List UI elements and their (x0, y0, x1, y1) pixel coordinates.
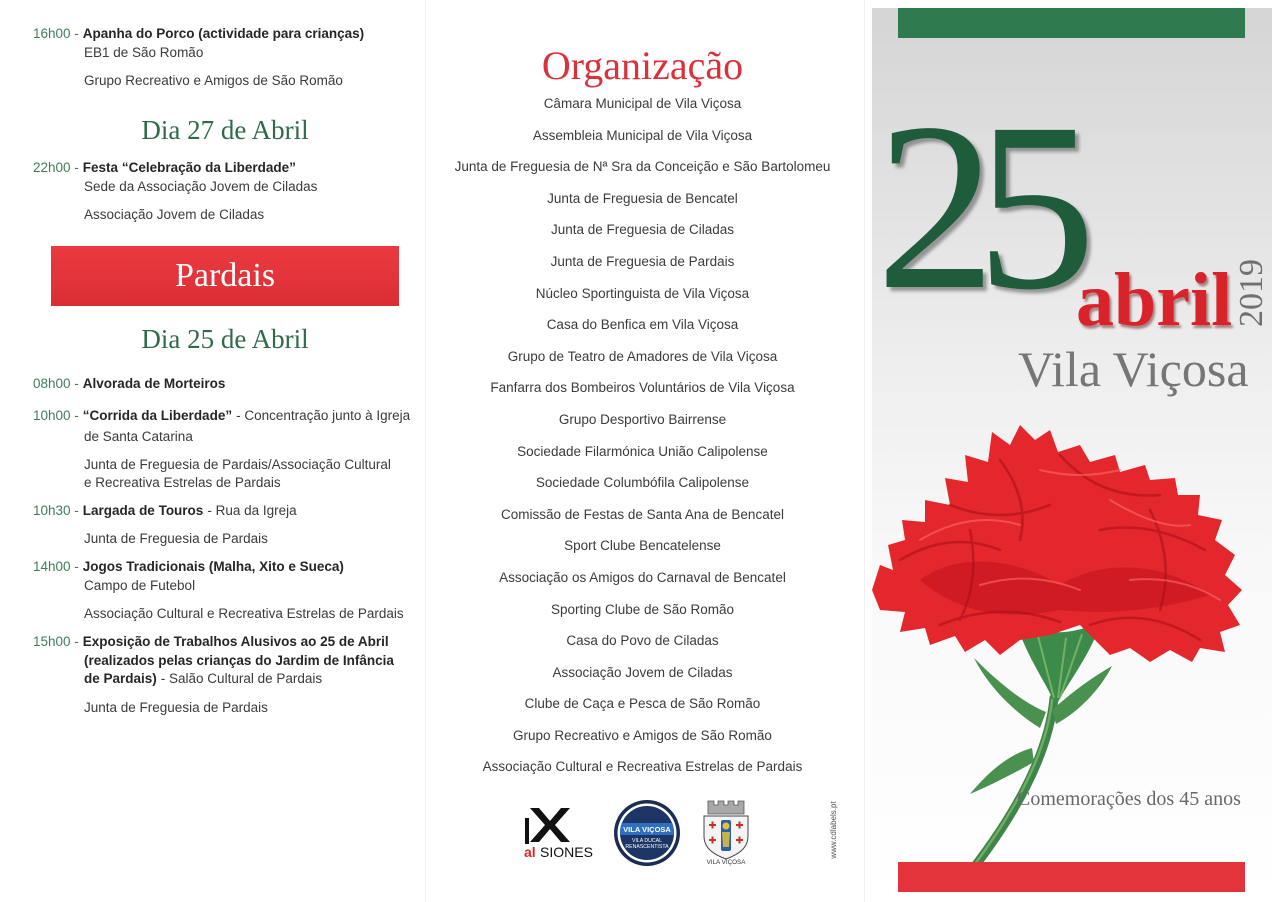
list-item: Associação Jovem de Ciladas (552, 664, 733, 680)
list-item: Fanfarra dos Bombeiros Voluntários de Vila Viçosa (490, 380, 795, 396)
list-item: Junta de Freguesia de Ciladas (550, 222, 735, 238)
event-detail: - Salão Cultural de Pardais (160, 671, 323, 686)
event-title: Apanha do Porco (actividade para crianças) (82, 26, 365, 41)
event-title-end (84, 670, 322, 688)
event-title-continued: (realizados pelas crianças do Jardim de Infância (84, 653, 394, 668)
event-organizer: Grupo Recreativo e Amigos de São Romão (84, 73, 343, 88)
vila-vicosa-badge (613, 799, 681, 867)
event-time: 10h00 - (33, 408, 79, 423)
event-detail-continued: de Santa Catarina (84, 429, 193, 444)
event-organizer: Junta de Freguesia de Pardais (84, 700, 268, 715)
cover-month: abril (1076, 258, 1233, 342)
event-location: EB1 de São Romão (84, 45, 204, 60)
event-detail: - Concentração junto à Igreja (236, 408, 411, 423)
event-title: Largada de Touros (82, 503, 204, 518)
top-green-stripe (898, 8, 1245, 38)
event-time: 14h00 - (33, 559, 79, 574)
event-location: Sede da Associação Jovem de Ciladas (84, 179, 318, 194)
event-time: 08h00 - (33, 376, 79, 391)
event-time: 10h30 - (33, 503, 79, 518)
event-organizer: Junta de Freguesia de Pardais/Associação Cultural (84, 457, 391, 472)
alsiones-red-text: al (524, 844, 536, 860)
list-item: Sporting Clube de São Romão (550, 601, 735, 617)
list-item: Sport Clube Bencatelense (564, 538, 721, 554)
list-item: Junta de Freguesia de Nª Sra da Conceição e São Bartolomeu (454, 159, 831, 175)
cover-town-name: Vila Viçosa (1018, 341, 1249, 397)
event-title: “Corrida da Liberdade” (82, 408, 233, 423)
event-location: Campo de Futebol (84, 578, 196, 593)
badge-line-2: RENASCENTISTA (625, 844, 669, 850)
list-item: Junta de Freguesia de Bencatel (547, 190, 738, 206)
list-item: Junta de Freguesia de Pardais (550, 253, 735, 269)
event-apanha-do-porco (33, 25, 364, 43)
carnation-leaves (970, 658, 1112, 794)
organization-heading: Organização (541, 43, 744, 88)
list-item: Associação os Amigos do Carnaval de Bencatel (499, 569, 786, 585)
event-time: 22h00 - (33, 160, 79, 175)
event-jogos (33, 558, 344, 576)
event-organizer: Associação Cultural e Recreativa Estrelas de Pardais (84, 606, 404, 621)
alsiones-black-text: SIONES (540, 844, 593, 860)
carnation-bloom (872, 425, 1242, 662)
event-title: Alvorada de Morteiros (82, 376, 226, 391)
event-detail: - Rua da Igreja (207, 503, 297, 518)
list-item: Câmara Municipal de Vila Viçosa (543, 96, 742, 111)
cover-subtitle: Comemorações dos 45 anos (1017, 788, 1241, 810)
pardais-banner: Pardais (51, 246, 399, 306)
event-time: 15h00 - (33, 634, 79, 649)
list-item: Grupo Recreativo e Amigos de São Romão (513, 727, 772, 743)
printer-credit: www.cdlabels.pt (829, 801, 838, 859)
day-25-heading: Dia 25 de Abril (141, 324, 309, 354)
list-item: Casa do Povo de Ciladas (566, 633, 719, 649)
list-item: Casa do Benfica em Vila Viçosa (546, 317, 739, 333)
list-item: Núcleo Sportinguista de Vila Viçosa (535, 285, 750, 301)
list-item: Sociedade Filarmónica União Calipolense (517, 443, 768, 459)
event-festa-liberdade (33, 159, 296, 177)
event-title: Festa “Celebração da Liberdade” (82, 160, 296, 175)
event-organizer: Junta de Freguesia de Pardais (84, 531, 268, 546)
list-item: Sociedade Columbófila Calipolense (535, 475, 750, 491)
event-title: Exposição de Trabalhos Alusivos ao 25 de Abril (82, 634, 389, 649)
list-item: Comissão de Festas de Santa Ana de Bencatel (501, 506, 784, 522)
event-corrida (33, 407, 410, 425)
event-organizer: e Recreativa Estrelas de Pardais (84, 475, 281, 490)
list-item: Assembleia Municipal de Vila Viçosa (532, 127, 753, 143)
list-item: Grupo de Teatro de Amadores de Vila Viçosa (507, 348, 778, 364)
event-title: Jogos Tradicionais (Malha, Xito e Sueca) (82, 559, 344, 574)
event-title: de Pardais) (84, 671, 157, 686)
day-27-heading: Dia 27 de Abril (141, 115, 309, 145)
badge-title: VILA VIÇOSA (623, 825, 671, 834)
organization-list (425, 88, 860, 783)
badge-line-1: VILA DUCAL (632, 838, 662, 844)
coat-of-arms (695, 798, 757, 866)
event-exposicao (33, 633, 389, 651)
event-largada (33, 502, 297, 520)
coat-of-arms-caption: VILA VIÇOSA (706, 859, 746, 866)
list-item: Associação Cultural e Recreativa Estrelas de Pardais (482, 759, 803, 775)
bottom-red-stripe (898, 862, 1245, 892)
list-item: Grupo Desportivo Bairrense (558, 411, 727, 427)
alsiones-logo (522, 806, 606, 868)
cover-year: 2019 (1233, 259, 1270, 327)
event-organizer: Associação Jovem de Ciladas (84, 207, 265, 222)
event-alvorada (33, 375, 225, 393)
list-item: Clube de Caça e Pesca de São Romão (524, 696, 761, 712)
event-time: 16h00 - (33, 26, 79, 41)
cover-day-number: 25 (876, 73, 1076, 339)
